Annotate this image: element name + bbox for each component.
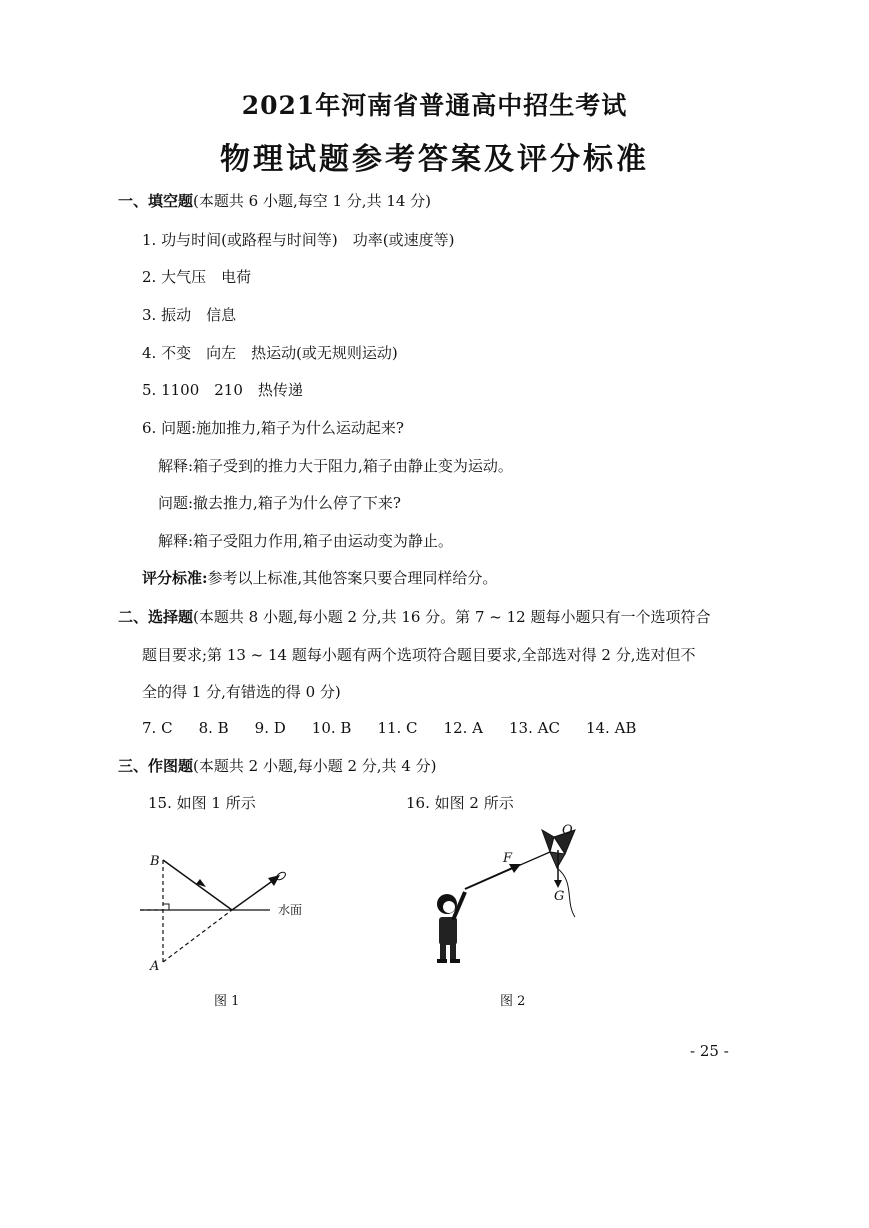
choice-answer: 12. A (443, 719, 484, 737)
section-1-header (118, 190, 431, 211)
choice-answer: 11. C (377, 719, 418, 737)
question-15-answer: 15. 如图 1 所示 (148, 794, 256, 812)
choice-answer: 14. AB (585, 719, 637, 737)
label-f: F (503, 851, 513, 866)
answer-item-2: 2. 大气压 电荷 (142, 268, 252, 286)
section-2-note-line-2: 题目要求;第 13 ~ 14 题每小题有两个选项符合题目要求,全部选对得 2 分,选对但不 (142, 646, 696, 664)
section-3-heading: 三、作图题 (118, 757, 194, 775)
label-b: B (150, 854, 160, 869)
right-angle-mark (163, 904, 169, 910)
answer-item-4: 4. 不变 向左 热运动(或无规则运动) (142, 344, 398, 362)
scoring-standard-label: 评分标准: (142, 569, 208, 587)
answer-item-6-explanation-1: 解释:箱子受到的推力大于阻力,箱子由静止变为运动。 (158, 457, 513, 475)
choice-answer: 10. B (311, 719, 352, 737)
document-title: 物理试题参考答案及评分标准 (220, 142, 649, 177)
answer-item-5: 5. 1100 210 热传递 (142, 381, 303, 399)
reflected-arrow-icon (268, 875, 280, 886)
choice-answers (142, 719, 662, 737)
figure-1-reflection-diagram (130, 840, 330, 980)
answer-item-1: 1. 功与时间(或路程与时间等) 功率(或速度等) (142, 231, 455, 249)
child-leg-right (450, 944, 456, 960)
choice-answer: 13. AC (509, 719, 560, 737)
label-a: A (150, 959, 160, 974)
section-2-heading: 二、选择题 (118, 608, 194, 626)
child-body (439, 917, 457, 945)
child-leg-left (440, 944, 446, 960)
section-1-heading: 一、填空题 (118, 192, 194, 210)
child-face (443, 901, 455, 913)
section-3-note: (本题共 2 小题,每小题 2 分,共 4 分) (193, 757, 437, 775)
figure-1-caption: 图 1 (214, 994, 240, 1009)
child-figure (437, 892, 465, 963)
label-o: O (562, 823, 573, 838)
child-foot-right (450, 959, 460, 963)
page-number: - 25 - (690, 1042, 729, 1060)
choice-answer: 7. C (142, 719, 173, 737)
section-1-note: (本题共 6 小题,每空 1 分,共 14 分) (193, 192, 432, 210)
figure-2-caption: 图 2 (500, 994, 526, 1009)
force-f-arrow (465, 866, 517, 889)
section-2-note-line-3: 全的得 1 分,有错选的得 0 分) (142, 683, 341, 701)
gravity-g-arrow-head (554, 880, 562, 888)
answer-item-3: 3. 振动 信息 (142, 306, 237, 324)
section-2-note-line-1: (本题共 8 小题,每小题 2 分,共 16 分。第 7 ~ 12 题每小题只有一个选项符合 (193, 608, 711, 626)
figure-2-kite-diagram (425, 822, 625, 974)
question-16-answer: 16. 如图 2 所示 (406, 794, 514, 812)
incident-ray (163, 860, 232, 910)
label-g: G (554, 889, 565, 904)
answer-item-6-explanation-2: 解释:箱子受阻力作用,箱子由运动变为静止。 (158, 532, 453, 550)
exam-title: 2021年河南省普通高中招生考试 (241, 91, 628, 120)
choice-answer: 8. B (198, 719, 229, 737)
section-3-header (118, 755, 437, 776)
child-foot-left (437, 959, 447, 963)
answer-item-6: 6. 问题:施加推力,箱子为什么运动起来? (142, 419, 404, 437)
scoring-standard (142, 567, 497, 588)
section-2-header (118, 606, 710, 627)
virtual-image-dashed-line (163, 910, 232, 962)
scoring-standard-text: 参考以上标准,其他答案只要合理同样给分。 (207, 569, 498, 587)
answer-item-6-question-2: 问题:撤去推力,箱子为什么停了下来? (158, 494, 401, 512)
label-water-surface: 水面 (278, 903, 303, 917)
choice-answer: 9. D (254, 719, 286, 737)
